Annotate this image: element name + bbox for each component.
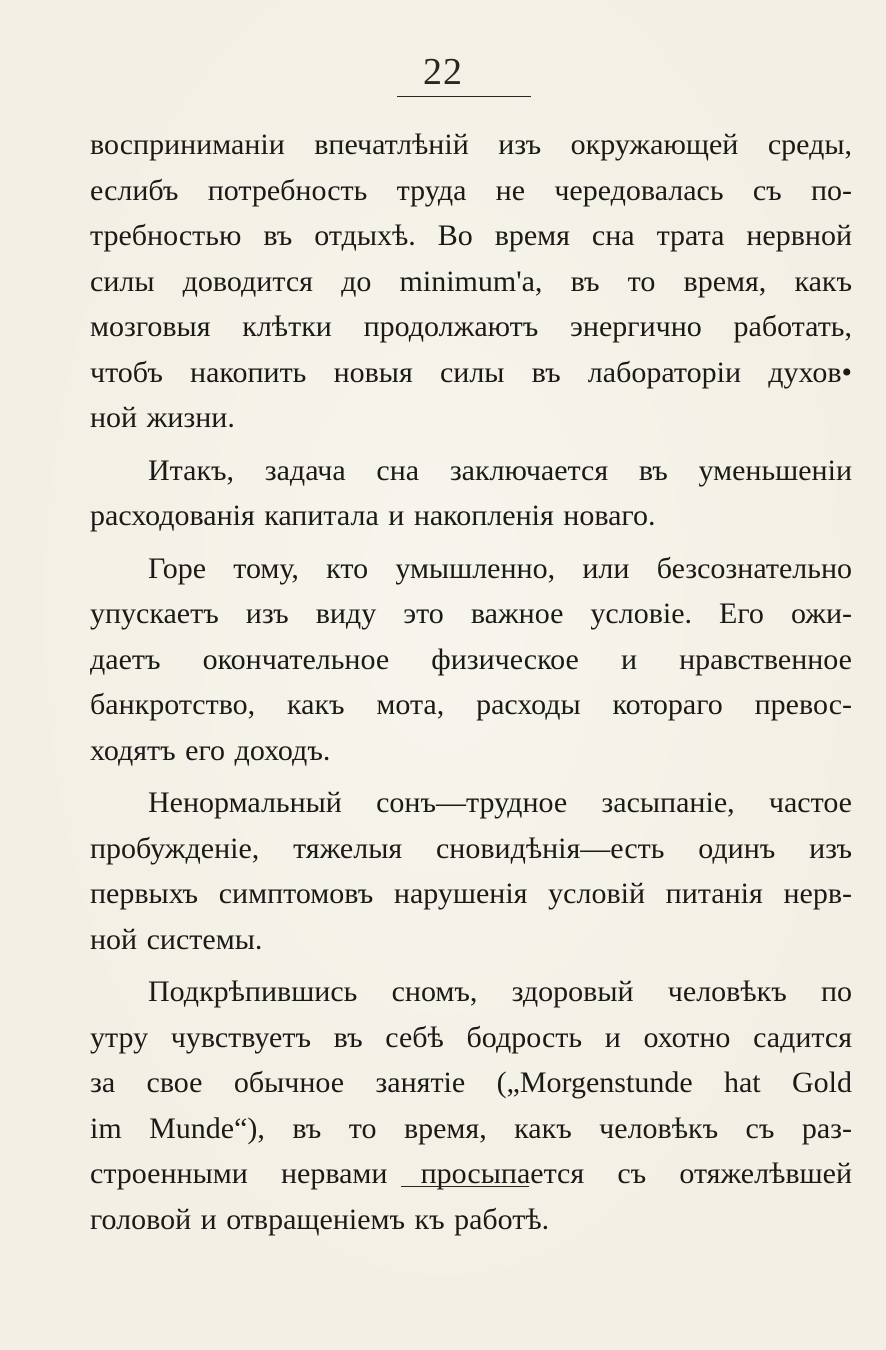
body-text [90,122,852,1242]
paragraph [90,969,852,1242]
page-number: 22 [423,51,463,93]
text-line: Горе тому, кто умышленно, или безсознательно [148,551,852,585]
text-line: упускаетъ изъ виду это важное условіе. Его ожи- [90,597,852,630]
paragraph [90,546,852,774]
text-line: пробужденіе, тяжелыя сновидѣнія—есть одинъ изъ [90,831,852,865]
text-line: ной системы. [90,922,263,956]
text-line: утру чувствуетъ въ себѣ бодрость и охотно садится [90,1020,852,1054]
text-line: расходованія капитала и накопленія новаго. [90,499,656,532]
text-line: чтобъ накопить новыя силы въ лабораторіи духов• [90,355,852,389]
text-line: требностью въ отдыхѣ. Во время сна трата нервной [90,219,852,252]
text-line: im Munde“), въ то время, какъ человѣкъ съ раз- [90,1111,852,1145]
text-line: Подкрѣпившись сномъ, здоровый человѣкъ по [148,975,852,1008]
text-line: Ненормальный сонъ—трудное засыпаніе, частое [148,786,852,819]
text-line: головой и отвращеніемъ къ работѣ. [90,1202,550,1236]
text-line: первыхъ симптомовъ нарушенія условій питанія нерв- [90,877,852,910]
paragraph [90,448,852,539]
text-line: еслибъ потребность труда не чередовалась съ по- [90,173,852,207]
text-line: ходятъ его доходъ. [90,733,331,767]
text-line: силы доводится до minimum'а, въ то время, какъ [90,264,852,298]
text-line: строенными нервами просыпается съ отяжелѣвшей [90,1157,852,1190]
text-line: банкротство, какъ мота, расходы котораго превос- [90,688,852,721]
paragraph [90,780,852,962]
paragraph [90,122,852,441]
text-line: ной жизни. [90,401,235,434]
header-rule [397,96,531,97]
text-line: даетъ окончательное физическое и нравственное [90,642,852,676]
text-line: восприниманіи впечатлѣній изъ окружающей среды, [90,128,852,161]
text-line: за свое обычное занятіе („Morgenstunde hat Gold [90,1066,852,1099]
text-line: мозговыя клѣтки продолжаютъ энергично работать, [90,310,852,343]
text-line: Итакъ, задача сна заключается въ уменьшеніи [148,453,852,487]
footer-rule [401,1186,529,1187]
